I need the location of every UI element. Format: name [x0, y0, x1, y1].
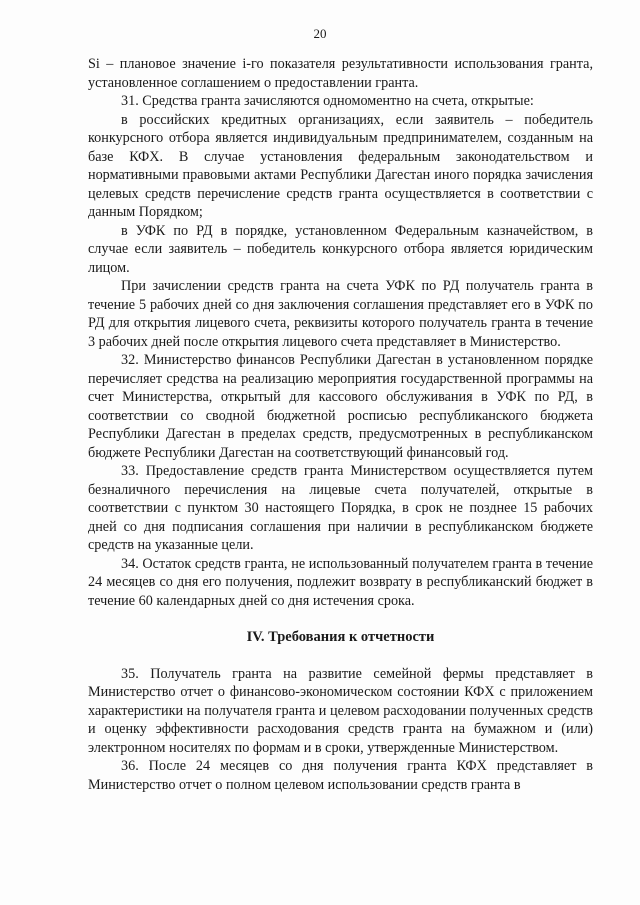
paragraphs-before-heading	[88, 55, 593, 610]
paragraph: 32. Министерство финансов Республики Дагестан в установленном порядке перечисляет средства на реализацию мероприятия государственной программы на счет Министерства, открытый для кассового обслуживания в УФК по РД, в соответствии со сводной бюджетной росписью республиканского бюджета Республики Дагестан в пределах средств, предусмотренных в республиканском бюджете Республики Дагестан на соответствующий финансовый год.	[88, 352, 593, 461]
paragraph: в УФК по РД в порядке, установленном Федеральным казначейством, в случае если заявитель – победитель конкурсного отбора является юридическим лицом.	[88, 222, 593, 276]
paragraph: 36. После 24 месяцев со дня получения гранта КФХ представляет в Министерство отчет о полном целевом использовании средств гранта в	[88, 758, 593, 793]
paragraph: 35. Получатель гранта на развитие семейной фермы представляет в Министерство отчет о финансово-экономическом состоянии КФХ с приложением характеристики на получателя гранта и целевом расходовании полученных средств и оценку эффективности расходования средств гранта на бумажном и (или) электронном носителях по формам и в сроки, утвержденные Министерством.	[88, 665, 593, 756]
paragraph: При зачислении средств гранта на счета УФК по РД получатель гранта в течение 5 рабочих дней со дня заключения соглашения представляет его в УФК по РД для открытия лицевого счета, реквизиты которого получатель гранта в течение 3 рабочих дней после открытия лицевого счета представляет в Министерство.	[88, 278, 593, 350]
paragraph: 34. Остаток средств гранта, не использованный получателем гранта в течение 24 месяцев со дня его получения, подлежит возврату в республиканский бюджет в течение 60 календарных дней со дня истечения срока.	[88, 555, 593, 609]
paragraph: в российских кредитных организациях, если заявитель – победитель конкурсного отбора является индивидуальным предпринимателем, созданным на базе КФХ. В случае установления федеральным законодательством и нормативными правовыми актами Республики Дагестан иного порядка зачисления целевых средств перечисление средств гранта осуществляется в соответствии с данным Порядком;	[88, 111, 593, 220]
paragraph: Si – плановое значение i-го показателя результативности использования гранта, установленное соглашением о предоставлении гранта.	[88, 56, 593, 91]
document-body	[88, 55, 593, 794]
paragraph: 31. Средства гранта зачисляются одномоментно на счета, открытые:	[121, 93, 534, 109]
paragraph: 33. Предоставление средств гранта Министерством осуществляется путем безналичного перечисления на лицевые счета получателей, открытые в соответствии с пунктом 30 настоящего Порядка, в срок не позднее 15 рабочих дней со дня подписания соглашения при наличии в республиканском бюджете средств на указанные цели.	[88, 463, 593, 553]
page-number: 20	[313, 26, 327, 41]
section-heading: IV. Требования к отчетности	[246, 629, 435, 645]
paragraphs-after-heading	[88, 665, 593, 795]
